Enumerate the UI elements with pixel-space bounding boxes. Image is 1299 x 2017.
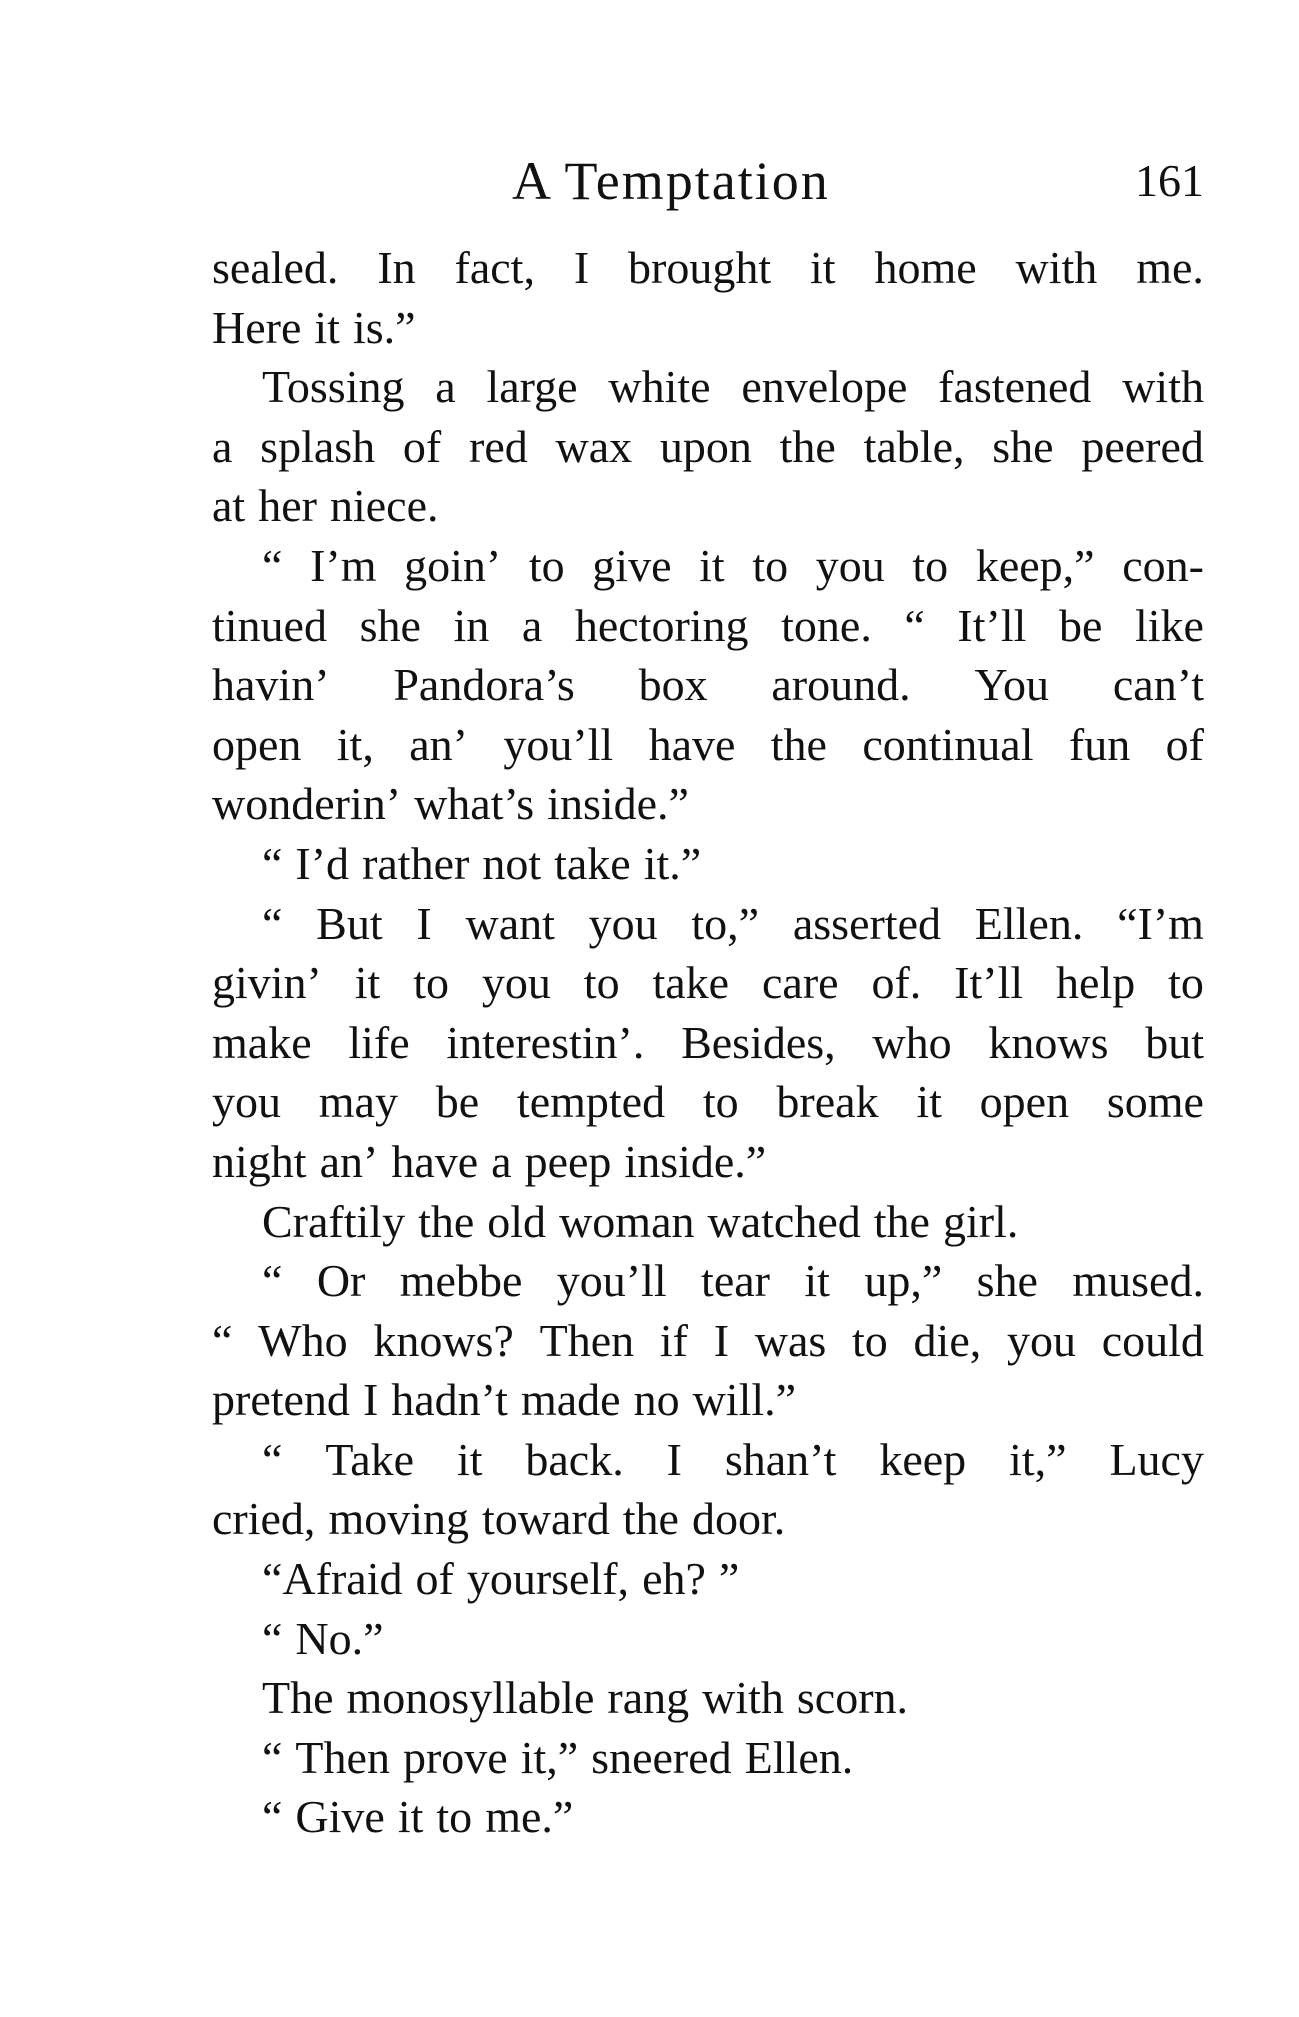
- word: was: [754, 1314, 827, 1366]
- text-line: [212, 774, 1204, 834]
- word: made: [520, 1374, 621, 1426]
- word: “: [262, 1791, 283, 1843]
- word: I: [416, 897, 432, 949]
- word: it: [810, 242, 836, 293]
- word: Take: [325, 1433, 415, 1485]
- text-line: [212, 1370, 1204, 1430]
- word: give: [592, 539, 672, 591]
- word: you: [1006, 1314, 1076, 1366]
- word: fact,: [454, 242, 535, 293]
- word: “: [904, 599, 925, 651]
- word: sealed.: [212, 242, 339, 293]
- word: be: [435, 1076, 480, 1128]
- word: open: [979, 1076, 1070, 1128]
- word: keep: [879, 1433, 967, 1485]
- word: Lucy: [1109, 1433, 1204, 1485]
- word: to,”: [691, 897, 760, 949]
- word: the: [779, 420, 836, 472]
- word: the: [418, 1195, 475, 1247]
- word: tinued: [212, 599, 327, 651]
- text-line: [212, 715, 1204, 775]
- word: hectoring: [574, 599, 749, 651]
- text-line: [212, 1728, 1204, 1788]
- word: want: [465, 897, 555, 949]
- word: “: [262, 837, 283, 889]
- word: of.: [871, 957, 922, 1009]
- word: you: [212, 1076, 281, 1128]
- word: may: [318, 1076, 398, 1128]
- word: Pandora’s: [393, 659, 575, 711]
- word: givin’: [212, 957, 322, 1009]
- word: of: [1165, 718, 1204, 770]
- text-line: [212, 1489, 1204, 1549]
- word: like: [1134, 599, 1204, 651]
- word: at: [212, 480, 246, 532]
- word: I: [573, 242, 590, 293]
- word: it,”: [520, 1731, 579, 1783]
- word: ”: [718, 1553, 740, 1605]
- word: you’ll: [556, 1255, 667, 1307]
- word: rather: [362, 837, 470, 889]
- word: of: [415, 1553, 454, 1605]
- word: her: [258, 480, 317, 532]
- word: is.”: [352, 301, 416, 353]
- word: but: [1145, 1016, 1204, 1068]
- word: Give: [295, 1791, 385, 1843]
- word: it: [354, 957, 381, 1009]
- word: Then: [295, 1731, 390, 1783]
- word: “: [262, 1731, 283, 1783]
- word: mebbe: [399, 1255, 523, 1307]
- word: tempted: [516, 1076, 666, 1128]
- word: an’: [319, 1135, 379, 1187]
- word: she: [976, 1255, 1038, 1307]
- word: pretend: [212, 1374, 350, 1426]
- word: niece.: [329, 480, 439, 532]
- word: can’t: [1112, 659, 1204, 711]
- word: who: [872, 1016, 952, 1068]
- word: peered: [1081, 420, 1204, 472]
- word: a: [521, 599, 543, 651]
- word: she: [992, 420, 1054, 472]
- word: scorn.: [796, 1672, 909, 1724]
- word: make: [212, 1016, 312, 1068]
- word: you: [588, 897, 658, 949]
- word: fastened: [938, 361, 1092, 413]
- word: tear: [701, 1255, 770, 1307]
- word: of: [402, 420, 442, 472]
- text-line: [212, 1013, 1204, 1073]
- word: monosyllable: [346, 1672, 595, 1724]
- word: around.: [771, 659, 911, 711]
- word: she: [359, 599, 421, 651]
- word: woman: [559, 1195, 695, 1247]
- word: I’m: [310, 539, 377, 591]
- word: back.: [525, 1433, 624, 1485]
- word: what’s: [414, 778, 535, 830]
- word: you: [815, 539, 885, 591]
- word: to: [528, 539, 565, 591]
- text-line: [212, 953, 1204, 1013]
- word: Who: [258, 1314, 348, 1366]
- word: The: [262, 1672, 334, 1724]
- word: help: [1056, 957, 1136, 1009]
- word: toward: [482, 1493, 610, 1545]
- word: Or: [316, 1255, 366, 1307]
- page-number: 161: [1135, 155, 1204, 206]
- word: table,: [863, 420, 965, 472]
- word: con-: [1122, 539, 1204, 591]
- word: rang: [607, 1672, 690, 1724]
- word: “: [262, 1612, 283, 1664]
- text-line: [212, 357, 1204, 417]
- word: care: [761, 957, 839, 1009]
- word: You: [974, 659, 1050, 711]
- word: moving: [328, 1493, 469, 1545]
- word: you: [481, 957, 551, 1009]
- text-line: [212, 596, 1204, 656]
- word: take: [554, 837, 631, 889]
- word: it,: [336, 718, 374, 770]
- text-line: [212, 536, 1204, 596]
- word: it,”: [1009, 1433, 1067, 1485]
- word: the: [873, 1195, 930, 1247]
- text-line: [212, 1192, 1204, 1252]
- text-line: [212, 1072, 1204, 1132]
- word: “I’m: [1117, 897, 1204, 949]
- text-line: [212, 1787, 1204, 1847]
- word: a: [435, 361, 456, 413]
- word: could: [1101, 1314, 1204, 1366]
- text-line: [212, 894, 1204, 954]
- word: some: [1106, 1076, 1204, 1128]
- word: “: [212, 1314, 233, 1366]
- word: will.”: [692, 1374, 797, 1426]
- word: it.”: [643, 837, 702, 889]
- word: goin’: [404, 539, 502, 591]
- text-line: [212, 834, 1204, 894]
- word: to: [752, 539, 789, 591]
- word: it: [456, 1433, 483, 1485]
- word: eh?: [642, 1553, 706, 1605]
- text-line: [212, 476, 1204, 536]
- word: continual: [862, 718, 1034, 770]
- word: I: [362, 1374, 379, 1426]
- word: a: [212, 420, 233, 472]
- word: Ellen.: [744, 1731, 854, 1783]
- word: upon: [659, 420, 752, 472]
- word: interestin’.: [446, 1016, 645, 1068]
- word: an’: [409, 718, 468, 770]
- text-line: [212, 1549, 1204, 1609]
- word: brought: [628, 242, 772, 293]
- word: Ellen.: [974, 897, 1084, 949]
- word: with: [1015, 242, 1098, 293]
- word: to: [1168, 957, 1204, 1009]
- word: be: [1058, 599, 1103, 651]
- word: it: [699, 539, 725, 591]
- body-text: [212, 238, 1204, 1847]
- running-head: [212, 146, 1204, 216]
- word: with: [702, 1672, 784, 1724]
- word: have: [648, 718, 736, 770]
- word: home: [874, 242, 977, 293]
- word: “: [262, 1255, 283, 1307]
- word: not: [482, 837, 542, 889]
- word: I’d: [295, 837, 350, 889]
- text-line: [212, 1132, 1204, 1192]
- word: wonderin’: [212, 778, 402, 830]
- word: yourself,: [466, 1553, 630, 1605]
- word: “: [262, 539, 283, 591]
- word: havin’: [212, 659, 330, 711]
- word: to: [702, 1076, 739, 1128]
- word: Besides,: [681, 1016, 836, 1068]
- word: fun: [1068, 718, 1131, 770]
- word: inside.”: [624, 1135, 767, 1187]
- word: to: [436, 1791, 473, 1843]
- word: box: [638, 659, 708, 711]
- text-line: [212, 298, 1204, 358]
- word: large: [486, 361, 578, 413]
- word: hadn’t: [391, 1374, 508, 1426]
- text-line: [212, 1609, 1204, 1669]
- word: It’ll: [954, 957, 1024, 1009]
- word: it: [314, 301, 340, 353]
- word: up,”: [864, 1255, 943, 1307]
- word: prove: [402, 1731, 508, 1783]
- word: wax: [555, 420, 633, 472]
- word: the: [622, 1493, 679, 1545]
- word: life: [348, 1016, 410, 1068]
- word: have: [391, 1135, 479, 1187]
- word: if: [659, 1314, 688, 1366]
- word: Craftily: [262, 1195, 406, 1247]
- word: with: [1122, 361, 1204, 413]
- word: red: [469, 420, 528, 472]
- word: It’ll: [957, 599, 1027, 651]
- word: knows?: [373, 1314, 514, 1366]
- word: the: [770, 718, 827, 770]
- word: watched: [707, 1195, 861, 1247]
- word: In: [377, 242, 416, 293]
- word: it: [916, 1076, 942, 1128]
- word: shan’t: [724, 1433, 837, 1485]
- word: splash: [260, 420, 376, 472]
- word: “: [262, 1433, 283, 1485]
- word: die,: [913, 1314, 982, 1366]
- word: tone.: [781, 599, 872, 651]
- word: no: [633, 1374, 680, 1426]
- word: it: [397, 1791, 424, 1843]
- word: keep,”: [975, 539, 1095, 591]
- chapter-title: A Temptation: [512, 151, 830, 211]
- word: you’ll: [503, 718, 614, 770]
- text-line: [212, 655, 1204, 715]
- word: “Afraid: [262, 1553, 403, 1605]
- word: take: [652, 957, 730, 1009]
- word: night: [212, 1135, 307, 1187]
- word: knows: [988, 1016, 1109, 1068]
- word: to: [852, 1314, 888, 1366]
- word: to: [583, 957, 620, 1009]
- word: I: [713, 1314, 730, 1366]
- word: But: [316, 897, 383, 949]
- word: to: [413, 957, 450, 1009]
- word: old: [487, 1195, 547, 1247]
- word: in: [453, 599, 490, 651]
- word: me.: [1136, 242, 1204, 293]
- word: Tossing: [262, 361, 405, 413]
- text-line: [212, 1430, 1204, 1490]
- word: envelope: [741, 361, 908, 413]
- word: “: [262, 897, 283, 949]
- word: white: [608, 361, 711, 413]
- word: asserted: [792, 897, 941, 949]
- word: me.”: [485, 1791, 574, 1843]
- word: break: [776, 1076, 879, 1128]
- word: girl.: [942, 1195, 1019, 1247]
- word: sneered: [591, 1731, 732, 1783]
- text-line: [212, 1251, 1204, 1311]
- word: peep: [524, 1135, 612, 1187]
- text-line: [212, 1668, 1204, 1728]
- word: cried,: [212, 1493, 316, 1545]
- word: I: [666, 1433, 682, 1485]
- word: a: [491, 1135, 512, 1187]
- word: door.: [691, 1493, 786, 1545]
- word: inside.”: [547, 778, 689, 830]
- word: No.”: [295, 1612, 384, 1664]
- word: open: [212, 718, 302, 770]
- word: it: [804, 1255, 830, 1307]
- word: Then: [539, 1314, 635, 1366]
- word: to: [912, 539, 949, 591]
- text-line: [212, 417, 1204, 477]
- text-line: [212, 238, 1204, 298]
- word: mused.: [1072, 1255, 1204, 1307]
- word: Here: [212, 301, 302, 353]
- text-line: [212, 1311, 1204, 1371]
